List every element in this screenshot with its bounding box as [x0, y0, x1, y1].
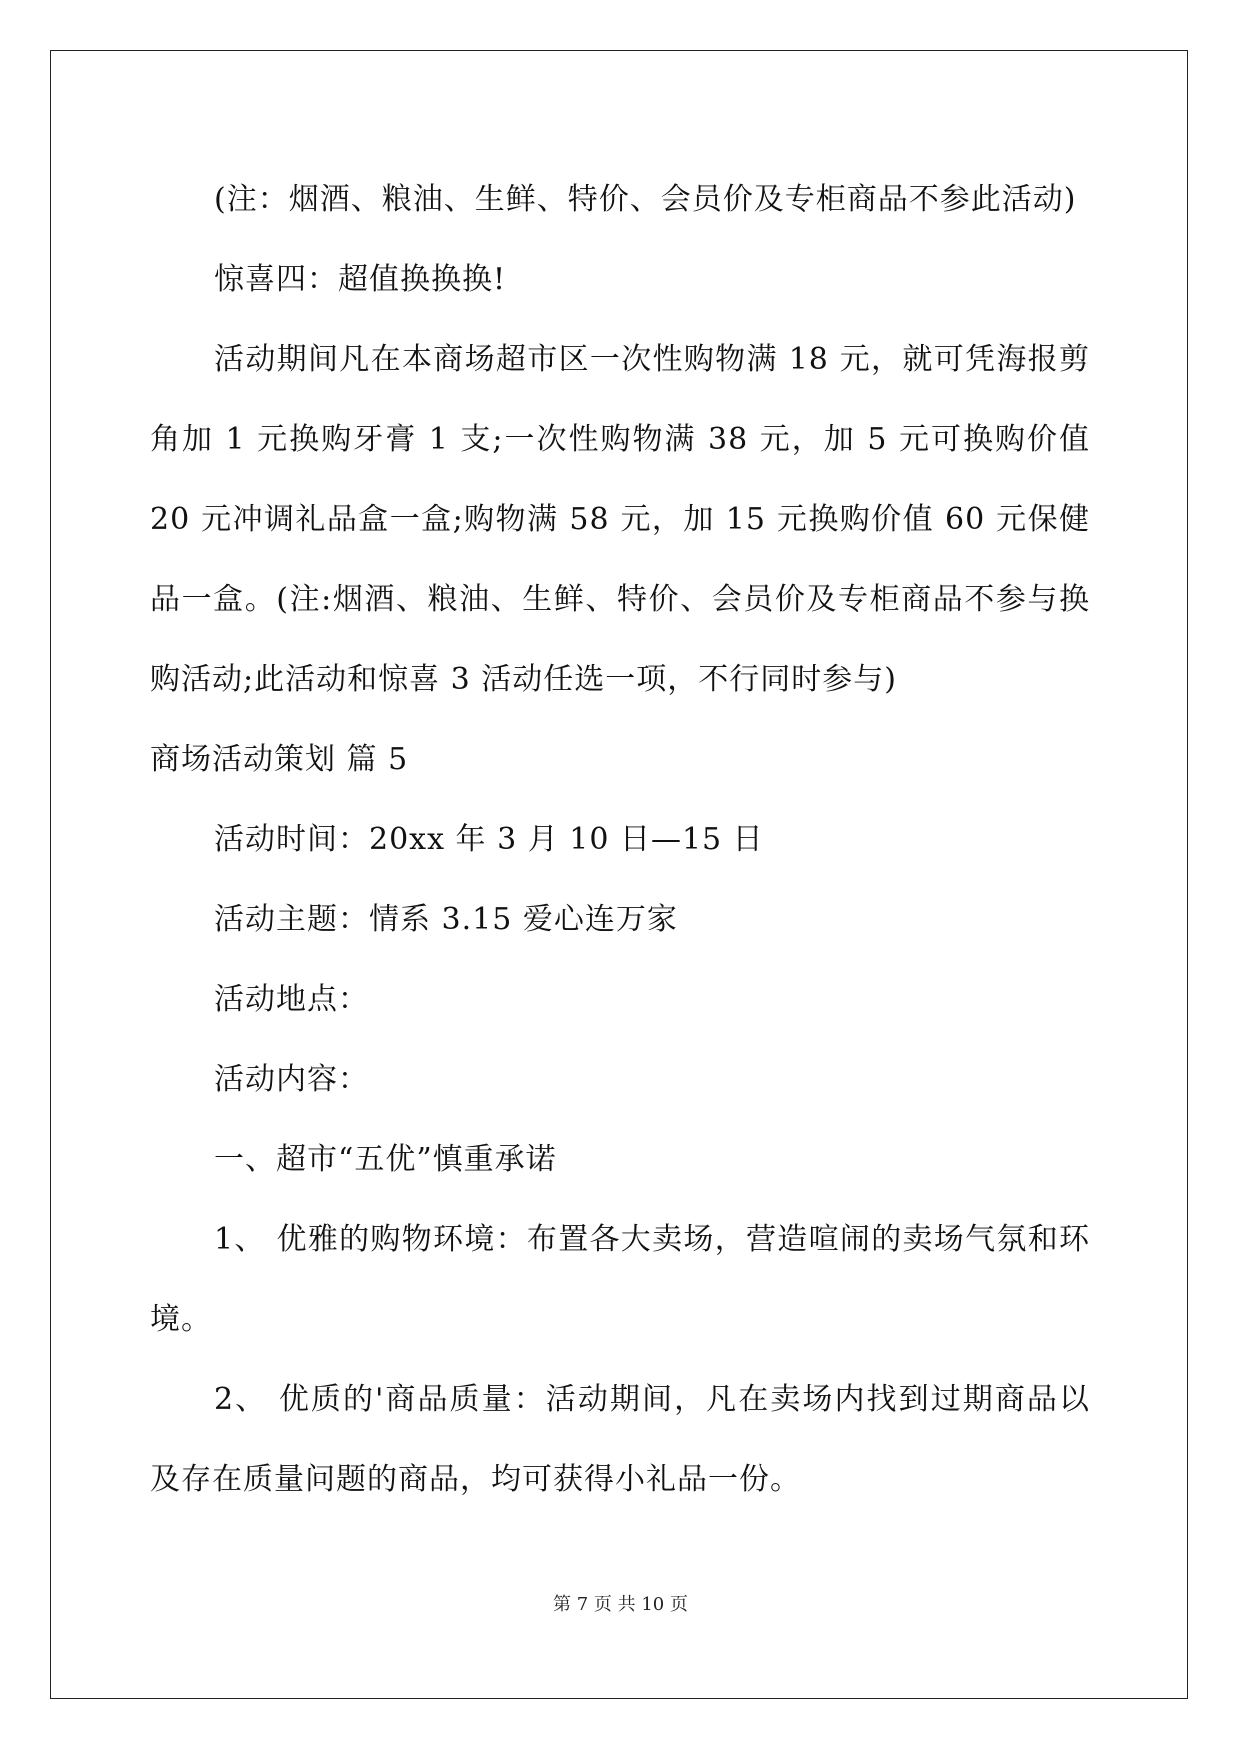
promise-item-2: 2、 优质的'商品质量：活动期间，凡在卖场内找到过期商品以及存在质量问题的商品，均可获得小礼品一份。	[150, 1382, 1090, 1497]
promise-heading: 一、超市“五优”慎重承诺	[214, 1142, 557, 1177]
activity-location: 活动地点：	[214, 982, 369, 1017]
activity-content: 活动内容：	[214, 1062, 369, 1097]
document-body	[150, 160, 1090, 1520]
promise-item-1: 1、 优雅的购物环境：布置各大卖场，营造喧闹的卖场气氛和环境。	[150, 1222, 1090, 1337]
activity-theme: 活动主题：情系 3.15 爱心连万家	[214, 902, 678, 937]
exchange-offer-paragraph: 活动期间凡在本商场超市区一次性购物满 18 元，就可凭海报剪角加 1 元换购牙膏 1 支;一次性购物满 38 元，加 5 元可换购价值 20 元冲调礼品盒一盒;购物满 58 元，加 15 元换购价值 60 元保健品一盒。(注:烟酒、粮油、生鲜、特价、会员价及专柜商品不参与换购活动;此活动和惊喜 3 活动任选一项，不行同时参与)	[150, 342, 1090, 697]
page-number-footer: 第 7 页 共 10 页	[553, 1594, 688, 1615]
activity-time: 活动时间：20xx 年 3 月 10 日—15 日	[214, 822, 764, 857]
note-paragraph: (注：烟酒、粮油、生鲜、特价、会员价及专柜商品不参此活动)	[214, 182, 1077, 217]
section-title: 商场活动策划 篇 5	[150, 742, 409, 777]
surprise-four-heading: 惊喜四：超值换换换!	[214, 262, 507, 297]
